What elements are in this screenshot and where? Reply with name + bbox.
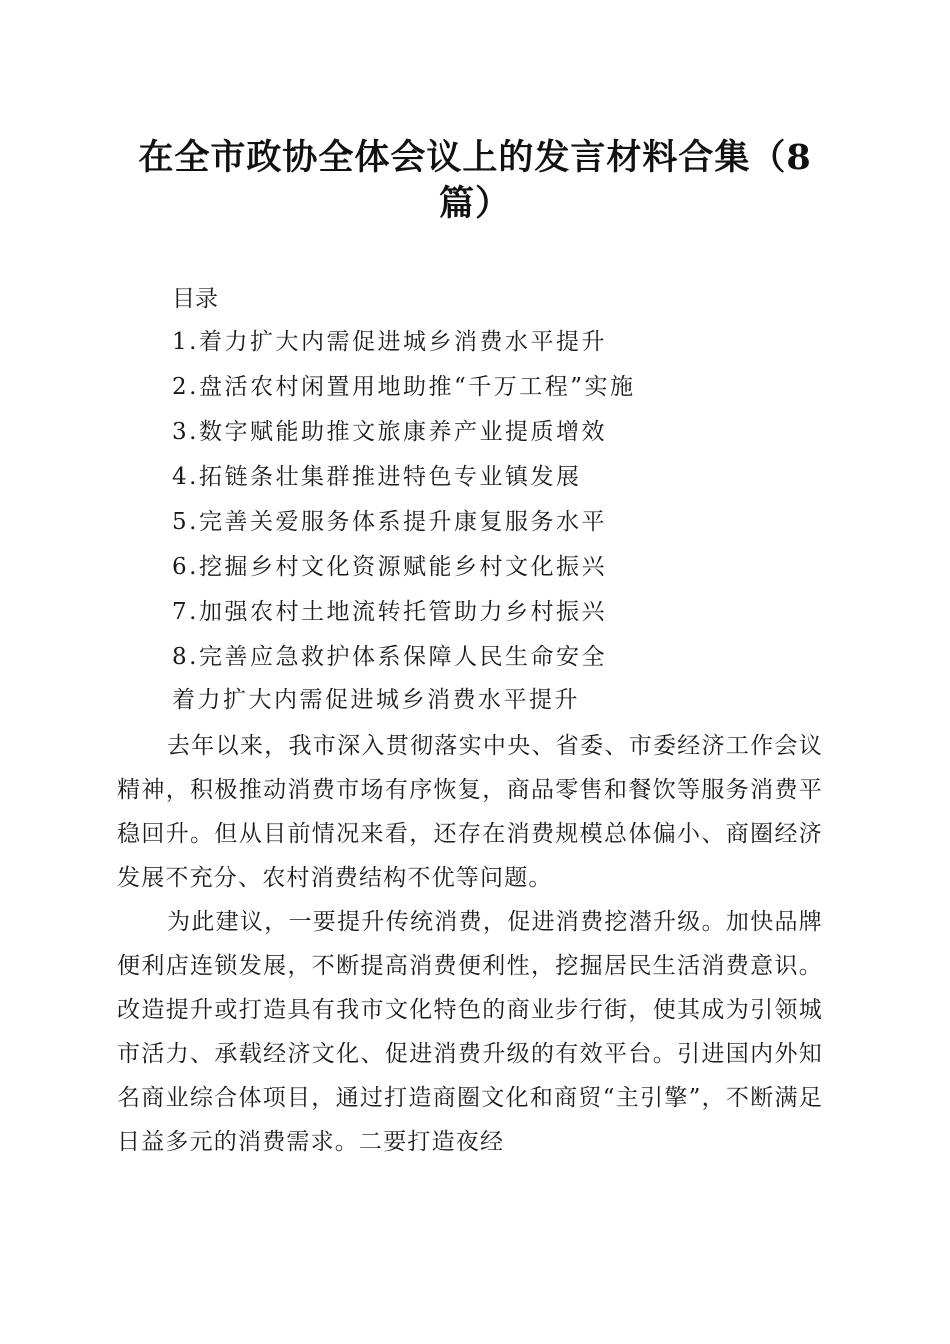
toc-item: 8.完善应急救护体系保障人民生命安全 bbox=[172, 644, 607, 670]
body-paragraph: 去年以来，我市深入贯彻落实中央、省委、市委经济工作会议精神，积极推动消费市场有序恢复，商品零售和餐饮等服务消费平稳回升。但从目前情况来看，还存在消费规模总体偏小、商圈经济发展不充分、农村消费结构不优等问题。 bbox=[117, 733, 823, 891]
section-title: 着力扩大内需促进城乡消费水平提升 bbox=[172, 687, 580, 713]
toc-item: 6.挖掘乡村文化资源赋能乡村文化振兴 bbox=[172, 554, 607, 580]
toc-heading: 目录 bbox=[172, 286, 218, 312]
toc-item: 2.盘活农村闲置用地助推“千万工程”实施 bbox=[172, 374, 636, 400]
table-of-contents bbox=[172, 327, 635, 687]
body-paragraph: 为此建议，一要提升传统消费，促进消费挖潜升级。加快品牌便利店连锁发展，不断提高消费便利性，挖掘居民生活消费意识。改造提升或打造具有我市文化特色的商业步行街，使其成为引领城市活力、承载经济文化、促进消费升级的有效平台。引进国内外知名商业综合体项目，通过打造商圈文化和商贸“主引擎”，不断满足日益多元的消费需求。二要打造夜经 bbox=[117, 909, 823, 1155]
toc-item: 5.完善关爱服务体系提升康复服务水平 bbox=[172, 509, 607, 535]
toc-item: 7.加强农村土地流转托管助力乡村振兴 bbox=[172, 599, 607, 625]
toc-item: 4.拓链条壮集群推进特色专业镇发展 bbox=[172, 464, 582, 490]
toc-item: 1.着力扩大内需促进城乡消费水平提升 bbox=[172, 329, 607, 355]
document-title: 在全市政协全体会议上的发言材料合集（8篇） bbox=[138, 137, 812, 224]
toc-item: 3.数字赋能助推文旅康养产业提质增效 bbox=[172, 419, 607, 445]
